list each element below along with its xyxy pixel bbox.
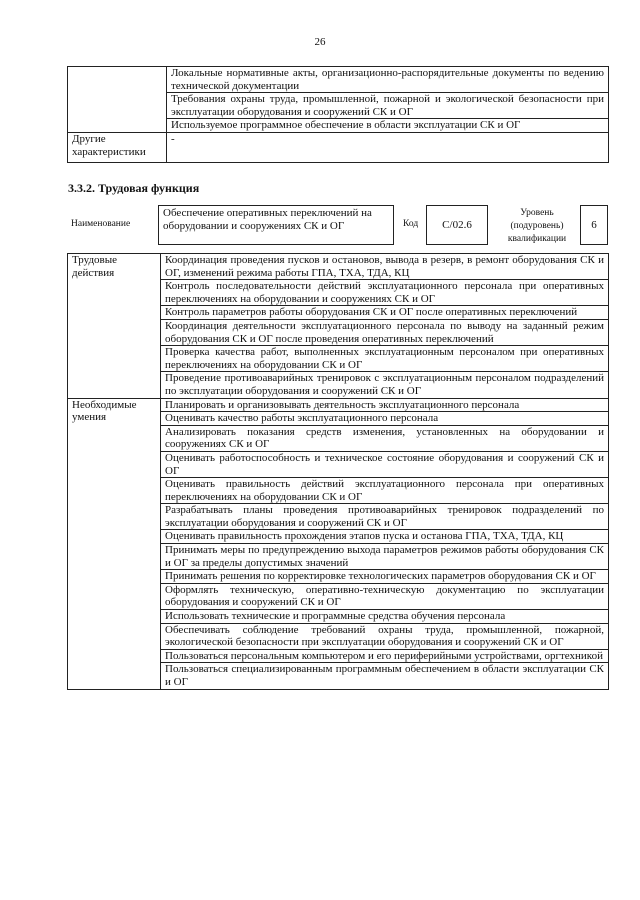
other-characteristics-value: - [167, 132, 609, 162]
labor-action-item: Координация проведения пусков и остановов, вывода в резерв, в ремонт оборудования СК и ОГ, изменений режима работы ГПА, ТХА, ТДА, КЦ [161, 254, 609, 280]
skill-item: Принимать решения по корректировке технологических параметров оборудования СК и ОГ [161, 570, 609, 584]
skill-item: Оценивать качество работы эксплуатационного персонала [161, 412, 609, 426]
knowledge-item: Используемое программное обеспечение в области эксплуатации СК и ОГ [167, 119, 609, 133]
knowledge-item: Локальные нормативные акты, организационно-распорядительные документы по ведению технической документации [167, 67, 609, 93]
skill-item: Оформлять техническую, оперативно-техническую документацию по эксплуатации оборудования и сооружений СК и ОГ [161, 583, 609, 609]
skill-item: Оценивать работоспособность и техническое состояние оборудования и сооружений СК и ОГ [161, 451, 609, 477]
knowledge-item: Требования охраны труда, промышленной, пожарной и экологической безопасности при эксплуатации оборудования и сооружений СК и ОГ [167, 93, 609, 119]
row-label [68, 67, 167, 133]
skill-item: Обеспечивать соблюдение требований охраны труда, промышленной, пожарной, экологической безопасности при эксплуатации оборудования и сооружений СК и ОГ [161, 623, 609, 649]
page-number: 26 [314, 36, 326, 48]
skill-item: Пользоваться специализированным программным обеспечением в области эксплуатации СК и ОГ [161, 663, 609, 689]
skill-item: Пользоваться персональным компьютером и его периферийными устройствами, оргтехникой [161, 649, 609, 663]
level-box: 6 [580, 205, 608, 245]
labor-function-table [67, 253, 609, 690]
code-box: C/02.6 [426, 205, 488, 245]
labor-action-item: Координация деятельности эксплуатационного персонала по выводу на заданный режим оборудования СК и ОГ после проведения оперативных переключений [161, 319, 609, 345]
table-row [68, 132, 609, 162]
skill-item: Использовать технические и программные средства обучения персонала [161, 610, 609, 624]
skill-item: Анализировать показания средств изменения, установленных на оборудовании и сооружениях СК и ОГ [161, 425, 609, 451]
other-characteristics-label: Другие характеристики [68, 132, 167, 162]
skill-item: Оценивать правильность прохождения этапов пуска и останова ГПА, ТХА, ТДА, КЦ [161, 530, 609, 544]
labor-action-item: Проведение противоаварийных тренировок с эксплуатационным персоналом подразделений по эксплуатации оборудования и сооружений СК и ОГ [161, 372, 609, 398]
labor-action-item: Проверка качества работ, выполненных эксплуатационным персоналом при оперативных переключениях на оборудовании СК и ОГ [161, 346, 609, 372]
function-name-box: Обеспечение оперативных переключений на оборудовании и сооружениях СК и ОГ [158, 205, 394, 245]
table-row [68, 398, 609, 412]
skill-item: Принимать меры по предупреждению выхода параметров режимов работы оборудования СК и ОГ за пределы допустимых значений [161, 544, 609, 570]
name-label: Наименование [71, 219, 131, 229]
table-row [68, 67, 609, 93]
table-row [68, 254, 609, 280]
skill-item: Планировать и организовывать деятельность эксплуатационного персонала [161, 398, 609, 412]
knowledge-continuation-table [67, 66, 609, 163]
labor-action-item: Контроль параметров работы оборудования СК и ОГ после оперативных переключений [161, 306, 609, 320]
level-label: Уровень (подуровень) квалификации [507, 208, 567, 244]
section-heading: 3.3.2. Трудовая функция [68, 181, 200, 195]
skill-item: Разрабатывать планы проведения противоаварийных тренировок подразделений по эксплуатации оборудования и сооружений СК и ОГ [161, 504, 609, 530]
code-label: Код [403, 219, 419, 229]
labor-actions-label: Трудовые действия [68, 254, 161, 399]
labor-action-item: Контроль последовательности действий эксплуатационного персонала при оперативных переключениях на оборудовании и сооружениях СК и ОГ [161, 280, 609, 306]
skill-item: Оценивать правильность действий эксплуатационного персонала при оперативных переключениях на оборудовании СК и ОГ [161, 478, 609, 504]
required-skills-label: Необходимые умения [68, 398, 161, 689]
